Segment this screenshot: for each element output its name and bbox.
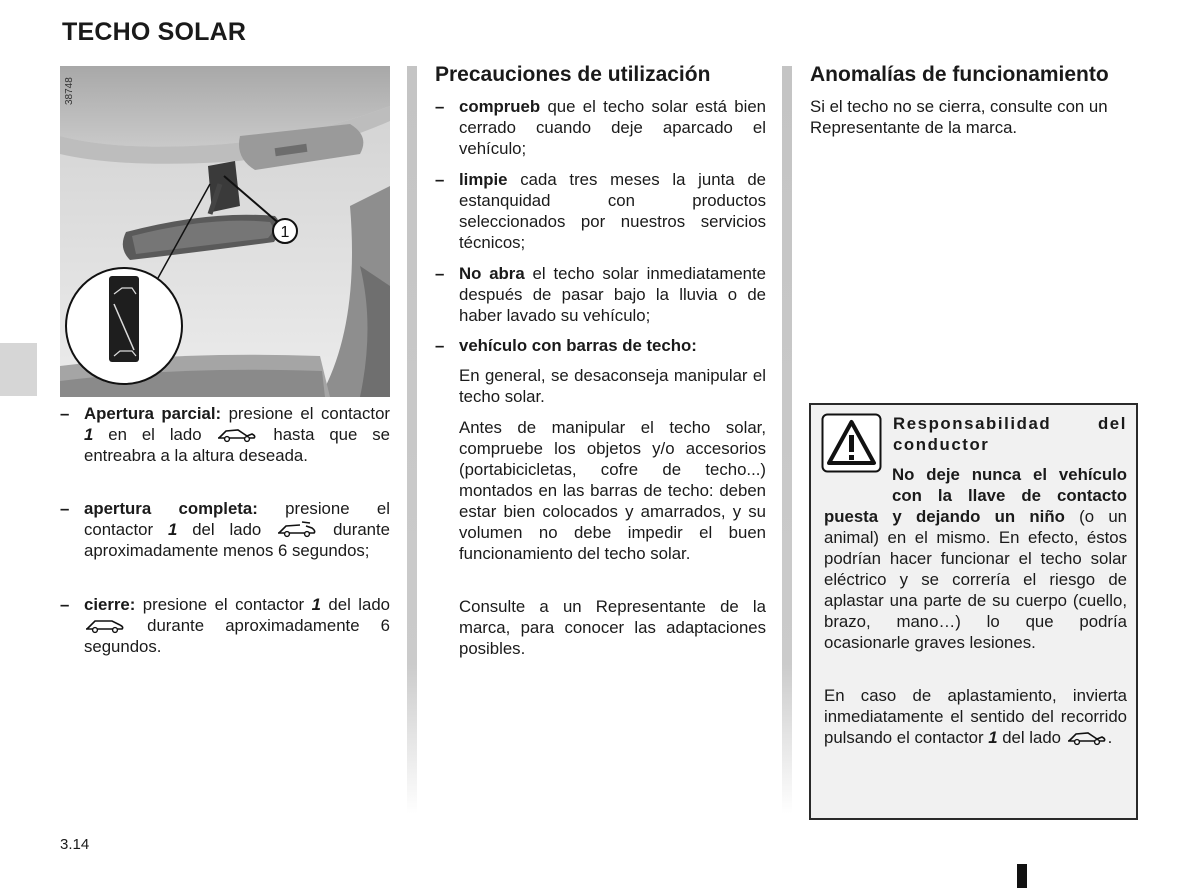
sunroof-switch-illustration [60, 66, 390, 397]
paragraph: En general, se desaconseja manipular el techo solar. [459, 366, 766, 406]
list-item: – comprueb que el techo solar está bien cerrado cuando deje aparcado el vehículo; [435, 97, 766, 158]
list-item: – cierre: presione el contactor 1 del lado durante aproximadamente 6 segundos. [60, 595, 390, 656]
section-heading-precautions: Precauciones de utilización [435, 63, 711, 86]
sunroof-close-icon [84, 616, 126, 634]
warning-text: No deje nunca el vehículo con la llave de contacto puesta y dejando un niño (o un animal) en el mismo. En efecto, éstos podrían hacer funcionar el techo solar eléctrico y se correría el riesgo de aplastar una parte de su cuerpo (cuello, brazo, mano…) lo que podría ocasionarle graves lesiones. [824, 465, 1127, 652]
warning-text-2: En caso de aplastamiento, invierta inmediatamente el sentido del recorrido pulsando el contactor 1 del lado . [824, 686, 1127, 747]
page-number: 3.14 [60, 836, 90, 853]
list-item: – apertura completa: presione el contactor 1 del lado durante aproximadamente menos 6 segundos; [60, 499, 391, 560]
sunroof-tilt-icon [216, 425, 258, 443]
sunroof-open-icon [276, 520, 318, 538]
section-tab [0, 343, 37, 396]
section-heading-anomalies: Anomalías de funcionamiento [810, 63, 1109, 86]
page-edge-marker [1017, 864, 1027, 888]
warning-title: Responsabilidad del conductor [893, 414, 1127, 454]
list-item: – limpie cada tres meses la junta de estanquidad con productos seleccionados por nuestros servicios técnicos; [435, 170, 766, 252]
column-divider [782, 66, 792, 814]
paragraph: Si el techo no se cierra, consulte con un Representante de la marca. [810, 97, 1108, 137]
page-title: TECHO SOLAR [62, 18, 247, 46]
paragraph: Consulte a un Representante de la marca, para conocer las adaptaciones posibles. [459, 597, 766, 658]
sunroof-tilt-icon [1066, 728, 1108, 746]
column-divider [407, 66, 417, 814]
paragraph: Antes de manipular el techo solar, compruebe los objetos y/o accesorios (portabicicletas, cofre de techo...) montados en las barras de techo: deben estar bien colocados y amarrados, y su volumen no debe impedir el buen funcionamiento del techo solar. [459, 418, 766, 563]
list-item: – Apertura parcial: presione el contactor 1 en el lado hasta que se entreabra a la altura deseada. [60, 404, 390, 465]
figure-code: 38748 [64, 77, 75, 105]
list-item: – vehículo con barras de techo: [435, 336, 697, 355]
figure-callout-label: 1 [280, 224, 290, 241]
list-item: – No abra el techo solar inmediatamente después de pasar bajo la lluvia o de haber lavado su vehículo; [435, 264, 767, 325]
